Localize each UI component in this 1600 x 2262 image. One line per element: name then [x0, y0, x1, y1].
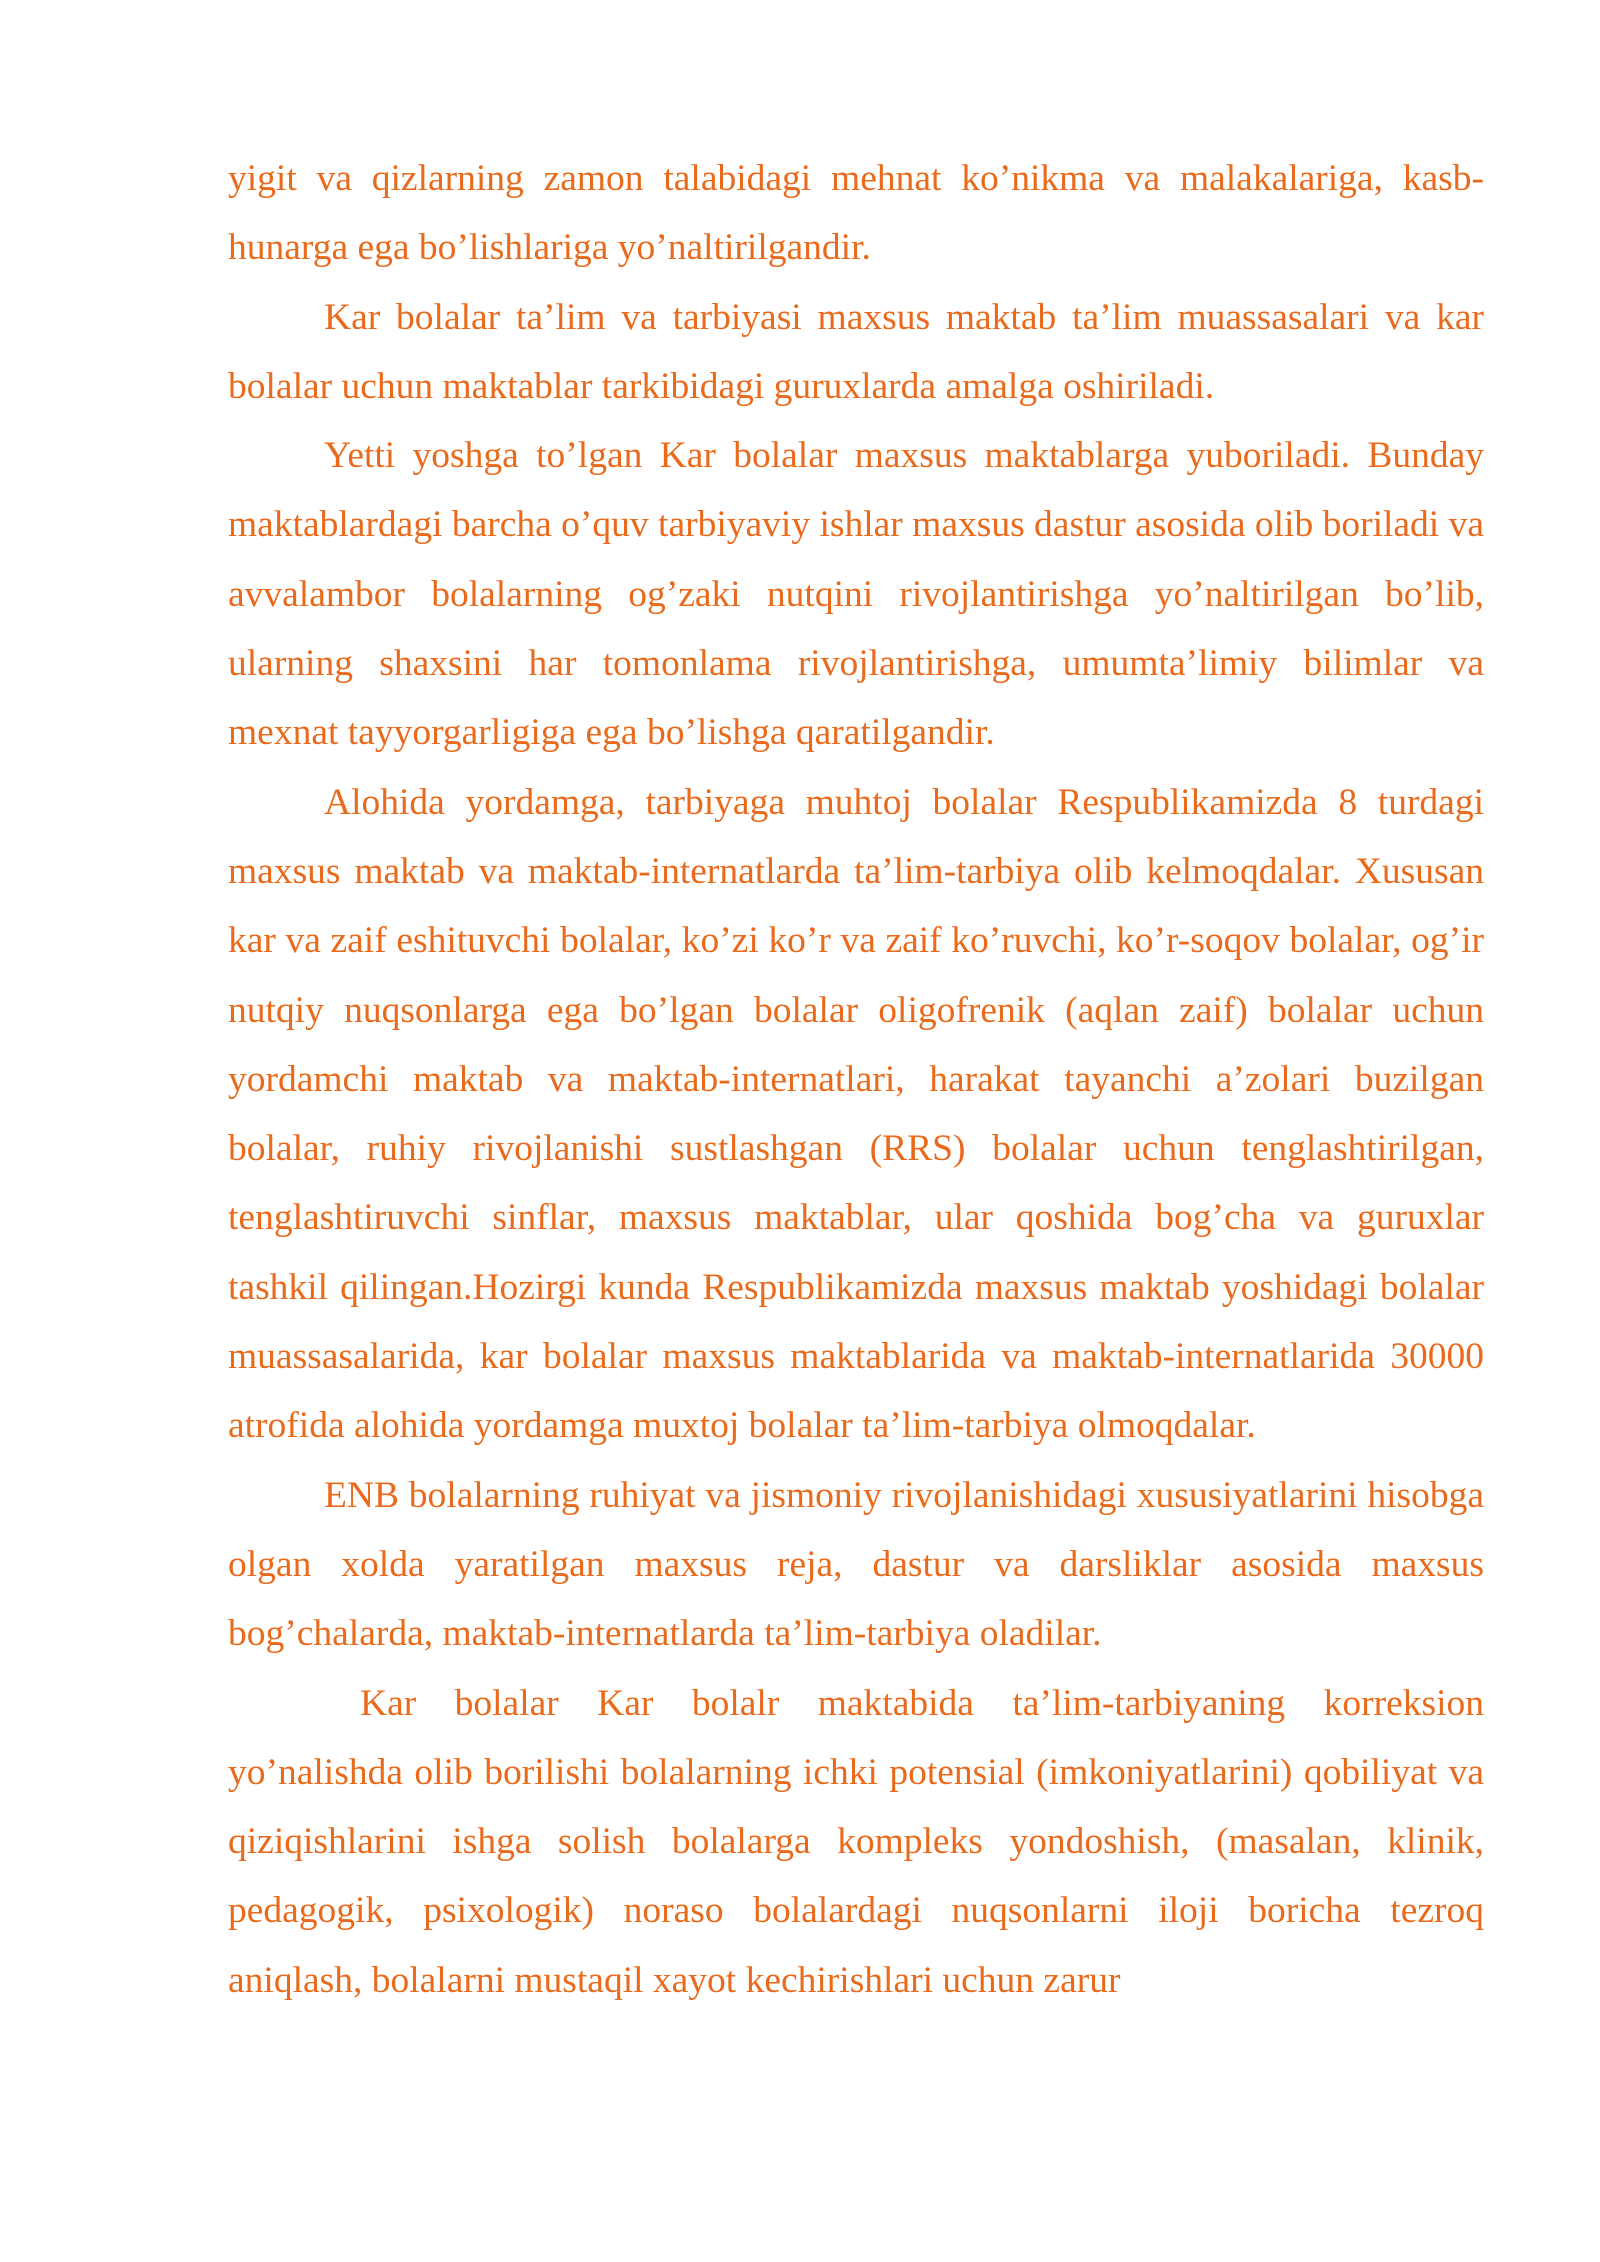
paragraph-deaf-education: Kar bolalar ta’lim va tarbiyasi maxsus maktab ta’lim muassasalari va kar bolalar uchun maktablar tarkibidagi guruxlarda amalga oshiriladi. — [228, 296, 1484, 407]
paragraph-special-schools: Alohida yordamga, tarbiyaga muhtoj bolalar Respublikamizda 8 turdagi maxsus maktab va maktab-internatlarda ta’lim-tarbiya olib kelmoqdalar. Xususan kar va zaif eshituvchi bolalar, ko’zi ko’r va zaif ko’ruvchi, ko’r-soqov bolalar, og’ir nutqiy nuqsonlarga ega bo’lgan bolalar oligofrenik (aqlan zaif) bolalar uchun yordamchi maktab va maktab-internatlari, harakat tayanchi a’zolari buzilgan bolalar, ruhiy rivojlanishi sustlashgan (RRS) bolalar uchun tenglashtirilgan, tenglashtiruvchi sinflar, maxsus maktablar, ular qoshida bog’cha va guruxlar tashkil qilingan.Hozirgi kunda Respublikamizda maxsus maktab yoshidagi bolalar muassasalarida, kar bolalar maxsus maktablarida va maktab-internatlarida 30000 atrofida alohida yordamga muxtoj bolalar ta’lim-tarbiya olmoqdalar. — [228, 781, 1484, 1447]
paragraph-seven-years: Yetti yoshga to’lgan Kar bolalar maxsus maktablarga yuboriladi. Bunday maktablardagi barcha o’quv tarbiyaviy ishlar maxsus dastur asosida olib boriladi va avvalambor bolalarning og’zaki nutqini rivojlantirishga yo’naltirilgan bo’lib, ularning shaxsini har tomonlama rivojlantirishga, umumta’limiy bilimlar va mexnat tayyorgarligiga ega bo’lishga qaratilgandir. — [228, 435, 1484, 754]
paragraph-continuation: yigit va qizlarning zamon talabidagi mehnat ko’nikma va malakalariga, kasb-hunarga ega bo’lishlariga yo’naltirilgandir. — [228, 158, 1484, 269]
paragraph-correction: Kar bolalar Kar bolalr maktabida ta’lim-tarbiyaning korreksion yo’nalishda olib borilishi bolalarning ichki potensial (imkoniyatlarini) qobiliyat va qiziqishlarini ishga solish bolalarga kompleks yondoshish, (masalan, klinik, pedagogik, psixologik) noraso bolalardagi nuqsonlarni iloji boricha tezroq aniqlash, bolalarni mustaqil xayot kechirishlari uchun zarur — [228, 1682, 1484, 2001]
document-body — [228, 144, 1484, 2015]
paragraph-enb: ENB bolalarning ruhiyat va jismoniy rivojlanishidagi xususiyatlarini hisobga olgan xolda yaratilgan maxsus reja, dastur va darsliklar asosida maxsus bog’chalarda, maktab-internatlarda ta’lim-tarbiya oladilar. — [228, 1474, 1484, 1655]
